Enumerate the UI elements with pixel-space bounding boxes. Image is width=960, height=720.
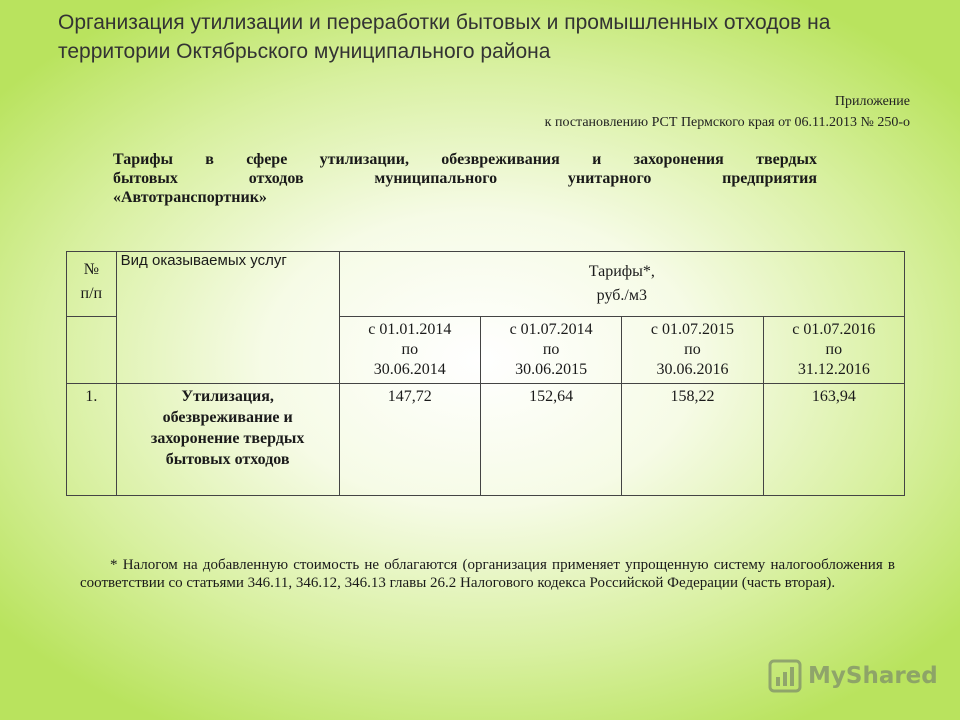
period-cell: [763, 317, 904, 384]
title-line: Организация утилизации и переработки бытовых и промышленных отходов на: [58, 11, 831, 34]
page-title: [58, 8, 918, 66]
num-header-abbrev: п/п: [80, 285, 103, 302]
period-to: 31.12.2016: [797, 361, 870, 378]
heading-line: Тарифы в сфере утилизации, обезвреживания и захоронения твердых: [113, 151, 817, 168]
heading-line: «Автотранспортник»: [113, 189, 267, 206]
service-name-line: захоронение твердых: [150, 430, 305, 447]
num-header-empty-cell: [67, 317, 117, 384]
period-to: 30.06.2014: [373, 361, 446, 378]
tariff-header-label: Тарифы*,: [588, 263, 655, 280]
tariff-table: [66, 251, 905, 496]
watermark-text: MyShared: [808, 663, 938, 689]
row-number-cell: 1.: [67, 384, 117, 496]
tariff-heading: [113, 150, 817, 207]
appendix-note: [545, 91, 910, 133]
period-from: с 01.07.2015: [650, 321, 735, 338]
period-cell: [339, 317, 480, 384]
tariff-value-cell: 152,64: [480, 384, 621, 496]
service-name-line: обезвреживание и: [162, 409, 293, 426]
period-from: с 01.07.2016: [792, 321, 876, 338]
period-to: 30.06.2015: [515, 361, 588, 378]
heading-line: бытовых отходов муниципального унитарного предприятия: [113, 170, 817, 187]
num-header-cell: [67, 252, 117, 317]
period-to-word: по: [825, 341, 843, 358]
tariff-value-cell: 147,72: [339, 384, 480, 496]
myshared-watermark: [768, 656, 938, 696]
slides-logo-icon: [768, 659, 802, 693]
appendix-line: к постановлению РСТ Пермского края от 06.11.2013 № 250-о: [544, 115, 910, 130]
period-to: 30.06.2016: [656, 361, 729, 378]
period-cell: [622, 317, 763, 384]
appendix-line: Приложение: [834, 94, 910, 109]
service-header-cell: Вид оказываемых услуг: [116, 252, 339, 384]
table-header-row: [67, 252, 905, 317]
num-header-symbol: №: [83, 261, 99, 278]
footnote: * Налогом на добавленную стоимость не облагаются (организация применяет упрощенную систему налогообложения в соответствии со статьями 346.11, 346.12, 346.13 главы 26.2 Налогового кодекса Российской Федерации (часть вторая).: [80, 557, 895, 591]
table-row: [67, 384, 905, 496]
period-to-word: по: [401, 341, 419, 358]
period-cell: [480, 317, 621, 384]
period-from: с 01.01.2014: [368, 321, 452, 338]
service-name-line: бытовых отходов: [165, 451, 290, 468]
tariff-header-cell: [339, 252, 904, 317]
service-name-line: Утилизация,: [181, 388, 274, 405]
tariff-value-cell: 158,22: [622, 384, 763, 496]
title-line: территории Октябрьского муниципального района: [58, 40, 551, 63]
period-to-word: по: [684, 341, 701, 358]
tariff-value-cell: 163,94: [763, 384, 904, 496]
tariff-header-unit: руб./м3: [596, 287, 647, 304]
period-from: с 01.07.2014: [509, 321, 593, 338]
period-to-word: по: [542, 341, 560, 358]
service-name-cell: [116, 384, 339, 496]
